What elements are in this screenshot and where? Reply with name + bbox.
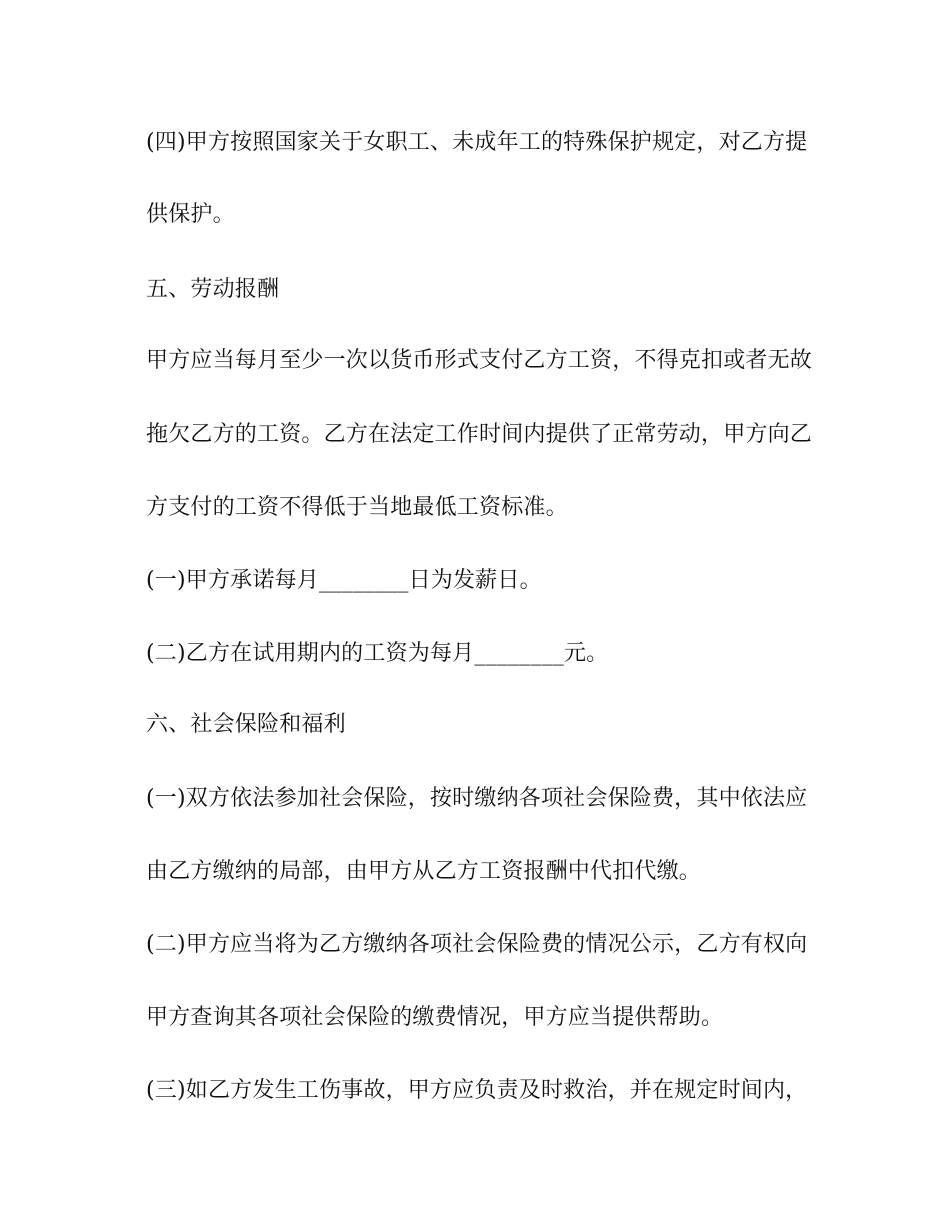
paragraph-line: 供保护。 — [146, 202, 235, 227]
paragraph-line: 甲方查询其各项社会保险的缴费情况，甲方应当提供帮助。 — [146, 1005, 724, 1030]
paragraph-line: 由乙方缴纳的局部，由甲方从乙方工资报酬中代扣代缴。 — [146, 859, 702, 884]
paragraph-line: 甲方应当每月至少一次以货币形式支付乙方工资，不得克扣或者无故 — [146, 348, 813, 373]
section-heading: 五、劳动报酬 — [146, 277, 280, 302]
section-heading: 六、社会保险和福利 — [146, 712, 346, 737]
paragraph-line: (四)甲方按照国家关于女职工、未成年工的特殊保护规定，对乙方提 — [146, 130, 808, 155]
paragraph-line: 方支付的工资不得低于当地最低工资标准。 — [146, 495, 568, 520]
paragraph-line: (二)乙方在试用期内的工资为每月________元。 — [146, 641, 609, 666]
paragraph-line: (一)双方依法参加社会保险，按时缴纳各项社会保险费，其中依法应 — [146, 786, 808, 811]
paragraph-line: (一)甲方承诺每月________日为发薪日。 — [146, 568, 542, 593]
paragraph-line: (二)甲方应当将为乙方缴纳各项社会保险费的情况公示，乙方有权向 — [146, 932, 808, 957]
paragraph-line: 拖欠乙方的工资。乙方在法定工作时间内提供了正常劳动，甲方向乙 — [146, 422, 813, 447]
paragraph-line: (三)如乙方发生工伤事故，甲方应负责及时救治，并在规定时间内， — [146, 1078, 808, 1103]
